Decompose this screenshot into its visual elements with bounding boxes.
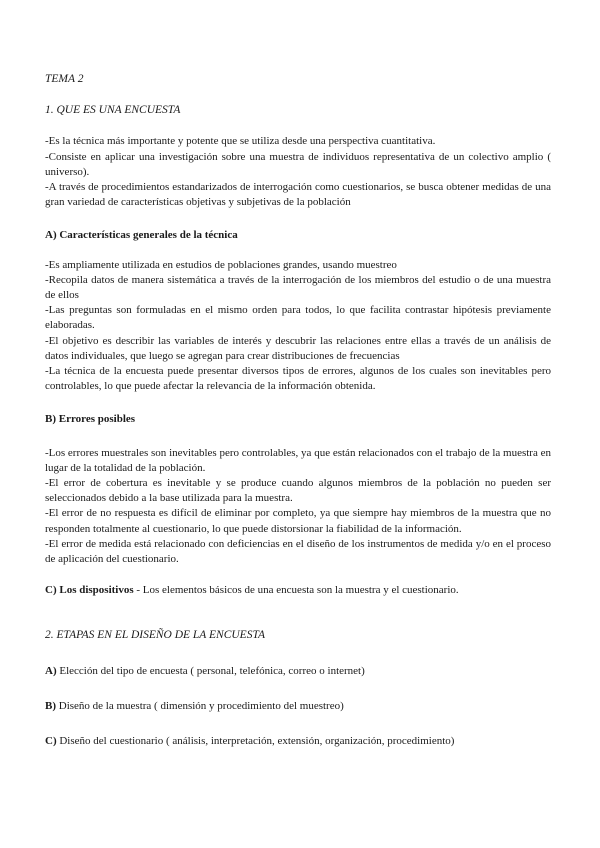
stage-c bbox=[45, 734, 551, 749]
subsection-b-line-3: -El error de no respuesta es difícil de eliminar por completo, ya que siempre hay miembros de la muestra que no responden totalmente al cuestionario, lo que puede distorsionar la fiabilidad de la información. bbox=[45, 507, 551, 535]
section-1-intro bbox=[45, 134, 551, 210]
subsection-b-line-4: -El error de medida está relacionado con deficiencias en el diseño de los instrumentos de medida y/o en el proceso de aplicación del cuestionario. bbox=[45, 537, 551, 566]
stage-b-label: B) bbox=[45, 699, 56, 712]
subsection-c-label: C) Los dispositivos bbox=[45, 584, 134, 597]
stage-a-text: Elección del tipo de encuesta ( personal, telefónica, correo o internet) bbox=[56, 664, 365, 677]
stage-b bbox=[45, 699, 551, 714]
subsection-a-line-1: -Es ampliamente utilizada en estudios de poblaciones grandes, usando muestreo bbox=[45, 258, 397, 271]
subsection-a-list bbox=[45, 258, 551, 395]
subsection-a-line-2: -Recopila datos de manera sistemática a través de la interrogación de los miembros del estudio o de una muestra de ellos bbox=[45, 273, 551, 302]
section-2-title: 2. ETAPAS EN EL DISEÑO DE LA ENCUESTA bbox=[45, 629, 266, 642]
intro-line-1: -Es la técnica más importante y potente que se utiliza desde una perspectiva cuantitativa. bbox=[45, 135, 436, 148]
stage-c-label: C) bbox=[45, 735, 57, 748]
stage-a-label: A) bbox=[45, 664, 57, 677]
section-1-title: 1. QUE ES UNA ENCUESTA bbox=[45, 104, 181, 117]
subsection-b-heading: B) Errores posibles bbox=[45, 413, 136, 426]
subsection-b-line-2: -El error de cobertura es inevitable y se produce cuando algunos miembros de la población no pueden ser seleccionados debido a la base utilizada para la muestra. bbox=[45, 477, 551, 505]
stage-c-text: Diseño del cuestionario ( análisis, interpretación, extensión, organización, procedimiento) bbox=[56, 735, 455, 748]
subsection-c bbox=[45, 583, 551, 598]
subsection-a-line-5: -La técnica de la encuesta puede presentar diversos tipos de errores, algunos de los cuales son inevitables pero controlables, lo que puede afectar la relevancia de la información obtenida. bbox=[45, 365, 551, 393]
subsection-a-heading: A) Características generales de la técnica bbox=[45, 229, 238, 242]
document-tema: TEMA 2 bbox=[45, 73, 84, 85]
intro-line-2: -Consiste en aplicar una investigación sobre una muestra de individuos representativa de un colectivo amplio ( universo). bbox=[45, 150, 551, 178]
document-body bbox=[45, 72, 551, 769]
stage-b-text: Diseño de la muestra ( dimensión y procedimiento del muestreo) bbox=[56, 699, 344, 712]
subsection-b-list bbox=[45, 446, 551, 568]
subsection-a-line-4: -El objetivo es describir las variables de interés y descubrir las relaciones entre ellas a través de un análisis de datos individuales, que luego se agregan para crear distribuciones de frecuencias bbox=[45, 334, 551, 362]
subsection-c-text: - Los elementos básicos de una encuesta son la muestra y el cuestionario. bbox=[133, 584, 459, 597]
subsection-b-line-1: -Los errores muestrales son inevitables pero controlables, ya que están relacionados con el trabajo de la muestra en lugar de la totalidad de la población. bbox=[45, 446, 551, 474]
intro-line-3: -A través de procedimientos estandarizados de interrogación como cuestionarios, se busca obtener medidas de una gran variedad de características objetivas y subjetivas de la población bbox=[45, 181, 551, 209]
stage-a bbox=[45, 664, 551, 679]
subsection-a-line-3: -Las preguntas son formuladas en el mismo orden para todos, lo que facilita contrastar hipótesis previamente elaboradas. bbox=[45, 304, 551, 332]
